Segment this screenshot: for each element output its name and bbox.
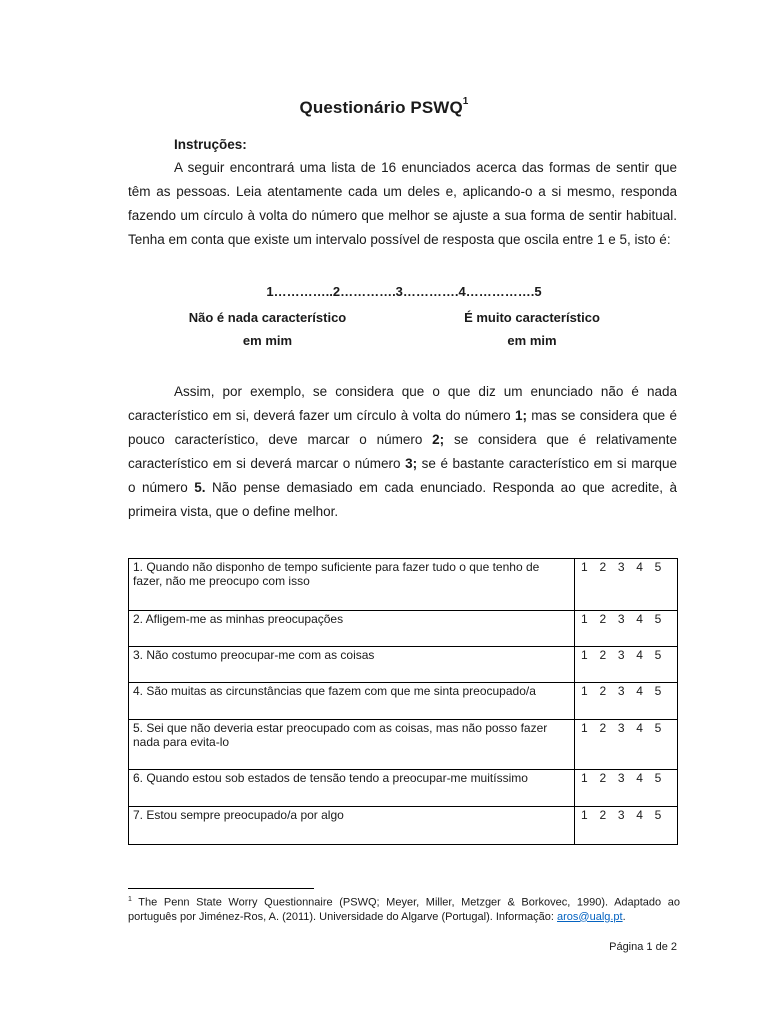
rating-option-5[interactable]: 5 [654, 721, 662, 735]
footnote [128, 893, 680, 924]
rating-option-5[interactable]: 5 [654, 771, 662, 785]
example-paragraph [128, 380, 677, 524]
rating-option-4[interactable]: 4 [636, 771, 643, 785]
rating-option-5[interactable]: 5 [654, 648, 662, 662]
item-options [575, 611, 678, 647]
item-statement: 7. Estou sempre preocupado/a por algo [129, 807, 575, 845]
item-options [575, 647, 678, 683]
scale-anchor-low [170, 306, 365, 352]
page-title [0, 98, 768, 118]
rating-option-5[interactable]: 5 [654, 612, 662, 626]
page-number: Página 1 de 2 [609, 941, 677, 953]
rating-option-4[interactable]: 4 [636, 721, 643, 735]
rating-option-2[interactable]: 2 [599, 684, 607, 698]
rating-option-2[interactable]: 2 [599, 648, 607, 662]
footnote-tail: . [622, 910, 626, 923]
example-text-4: se é bastante característico em si marque o número [128, 456, 677, 495]
rating-option-2[interactable]: 2 [599, 808, 607, 822]
rating-option-2[interactable]: 2 [599, 771, 607, 785]
rating-option-3[interactable]: 3 [617, 648, 625, 662]
rating-option-5[interactable]: 5 [654, 560, 662, 574]
table-row [129, 807, 678, 845]
rating-option-4[interactable]: 4 [636, 684, 643, 698]
item-options [575, 720, 678, 770]
example-text-1: Assim, por exemplo, se considera que o que diz um enunciado não é nada característico em si, deverá fazer um círculo à volta do número [128, 384, 677, 423]
rating-option-1[interactable]: 1 [581, 648, 588, 662]
item-statement: 1. Quando não disponho de tempo suficiente para fazer tudo o que tenho de fazer, não me preocupo com isso [129, 559, 575, 611]
table-row [129, 683, 678, 720]
example-bold-4: 5. [194, 480, 206, 495]
example-text-3: se considera que é relativamente característico em si deverá marcar o número [128, 432, 677, 471]
table-row [129, 611, 678, 647]
rating-option-1[interactable]: 1 [581, 721, 588, 735]
scale-anchor-high [452, 306, 612, 352]
example-text-5: Não pense demasiado em cada enunciado. Responda ao que acredite, à primeira vista, que o define melhor. [128, 480, 677, 519]
footnote-mark: 1 [128, 896, 132, 903]
scale-anchor-low-line2: em mim [242, 333, 293, 348]
rating-option-1[interactable]: 1 [581, 808, 588, 822]
rating-option-5[interactable]: 5 [654, 808, 662, 822]
item-options [575, 770, 678, 807]
rating-scale-line: 1…………..2………….3………….4…………….5 [266, 284, 542, 299]
item-statement: 5. Sei que não deveria estar preocupado com as coisas, mas não posso fazer nada para evita-lo [129, 720, 575, 770]
scale-anchor-high-line2: em mim [507, 333, 557, 348]
rating-option-5[interactable]: 5 [654, 684, 662, 698]
rating-option-3[interactable]: 3 [617, 808, 625, 822]
instructions-paragraph: A seguir encontrará uma lista de 16 enunciados acerca das formas de sentir que têm as pessoas. Leia atentamente cada um deles e, aplicando-o a si mesmo, responda fazendo um círculo à volta do número que melhor se ajuste a sua forma de sentir habitual. Tenha em conta que existe um intervalo possível de resposta que oscila entre 1 e 5, isto é: [128, 160, 677, 247]
item-options [575, 683, 678, 720]
rating-option-4[interactable]: 4 [636, 612, 643, 626]
rating-option-1[interactable]: 1 [581, 560, 588, 574]
rating-option-3[interactable]: 3 [617, 560, 625, 574]
rating-option-3[interactable]: 3 [617, 612, 625, 626]
scale-anchor-high-line1: É muito característico [464, 310, 600, 325]
rating-option-2[interactable]: 2 [599, 560, 607, 574]
item-statement: 4. São muitas as circunstâncias que fazem com que me sinta preocupado/a [129, 683, 575, 720]
example-bold-2: 2; [432, 432, 445, 447]
title-footnote-mark: 1 [462, 96, 469, 108]
example-bold-3: 3; [405, 456, 418, 471]
table-row [129, 647, 678, 683]
rating-option-4[interactable]: 4 [636, 808, 643, 822]
instructions-label: Instruções: [174, 137, 247, 152]
rating-option-1[interactable]: 1 [581, 771, 588, 785]
rating-option-2[interactable]: 2 [599, 612, 607, 626]
rating-option-1[interactable]: 1 [581, 612, 588, 626]
footnote-email-link[interactable]: aros@ualg.pt [557, 910, 623, 923]
table-row [129, 720, 678, 770]
rating-option-3[interactable]: 3 [617, 684, 625, 698]
rating-option-4[interactable]: 4 [636, 648, 643, 662]
item-statement: 6. Quando estou sob estados de tensão tendo a preocupar-me muitíssimo [129, 770, 575, 807]
footnote-text: The Penn State Worry Questionnaire (PSWQ; Meyer, Miller, Metzger & Borkovec, 1990). Adaptado ao português por Jiménez-Ros, A. (2011). Universidade do Algarve (Portugal). Informação: [128, 896, 680, 923]
rating-option-3[interactable]: 3 [617, 721, 625, 735]
item-options [575, 807, 678, 845]
example-text-2: mas se considera que é pouco característico, deve marcar o número [128, 408, 677, 447]
table-row [129, 770, 678, 807]
rating-option-4[interactable]: 4 [636, 560, 643, 574]
footnote-divider [128, 888, 314, 889]
item-statement: 3. Não costumo preocupar-me com as coisas [129, 647, 575, 683]
questionnaire-table [128, 558, 678, 845]
rating-option-3[interactable]: 3 [617, 771, 625, 785]
item-statement: 2. Afligem-me as minhas preocupações [129, 611, 575, 647]
title-text: Questionário PSWQ [299, 98, 463, 117]
rating-option-1[interactable]: 1 [581, 684, 588, 698]
scale-anchor-low-line1: Não é nada característico [188, 310, 347, 325]
rating-option-2[interactable]: 2 [599, 721, 607, 735]
table-row [129, 559, 678, 611]
item-options [575, 559, 678, 611]
example-bold-1: 1; [514, 408, 527, 423]
